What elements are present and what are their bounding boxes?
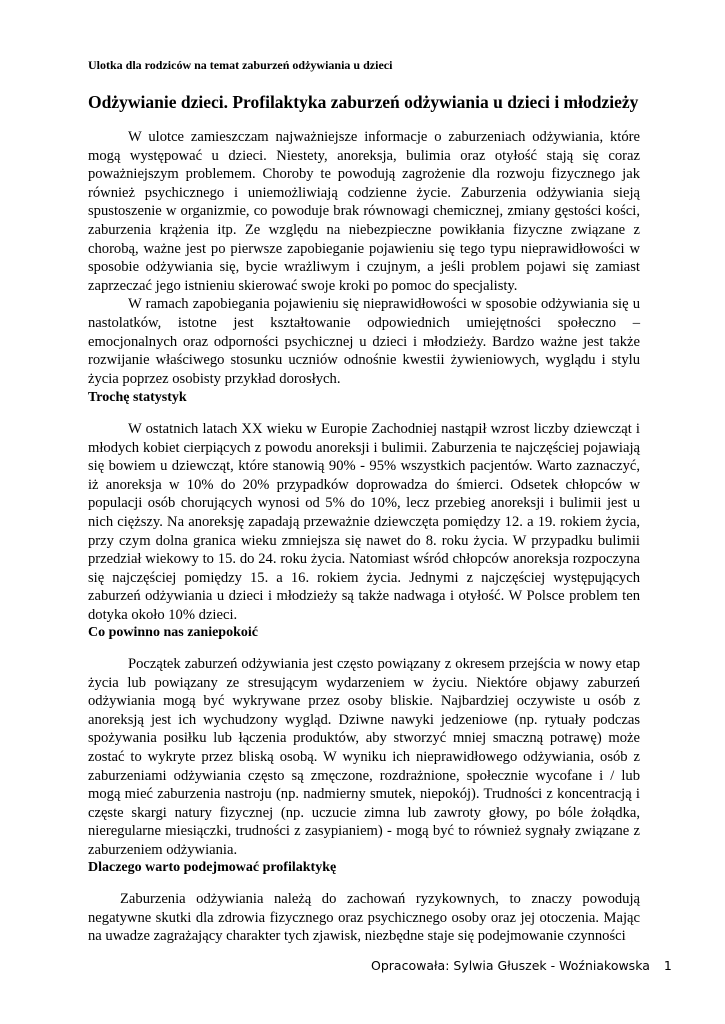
section-heading-warning-signs: Co powinno nas zaniepokoić — [88, 625, 258, 640]
warning-signs-paragraph: Początek zaburzeń odżywiania jest często powiązany z okresem przejścia w nowy etap życia lub powiązany ze stresującym wydarzeniem w życiu. Niektóre objawy zaburzeń odżywiania mogą być wykrywane przez osoby bliskie. Najbardziej oczywiste u osób z anoreksją jest ich wychudzony wygląd. Dziwne nawyki jedzeniowe (np. rytuały podczas spożywania posiłku lub łączenia produktów, aby stworzyć mniej smaczną potrawę) może zostać to wykryte przez bliską osobą. W wyniku ich nieprawidłowego odżywiania, osób z zaburzeniami odżywiania często są zmęczone, rozdrażnione, społecznie wycofane i / lub mogą mieć zaburzenia nastroju (np. nadmierny smutek, niepokój). Trudności z koncentracją i częste skargi natury fizycznej (np. uczucie zimna lub zawroty głowy, po bóle żołądka, nieregularne miesiączki, trudności z zasypianiem) - mogą być to również sygnały związane z zaburzeniem odżywiania. — [88, 656, 640, 858]
section-warning-signs — [88, 655, 640, 860]
leaflet-header: Ulotka dla rodziców na temat zaburzeń odżywiania u dzieci — [88, 58, 393, 72]
footer-author: Opracowała: Sylwia Głuszek - Woźniakowska — [371, 958, 650, 973]
intro-paragraph-1: W ulotce zamieszczam najważniejsze informacje o zaburzeniach odżywiania, które mogą występować u dzieci. Niestety, anoreksja, bulimia oraz otyłość stają się coraz poważniejszym problemem. Choroby te powodują zagrożenie dla rozwoju fizycznego jak również psychicznego i uniemożliwiają codzienne życie. Zaburzenia odżywiania sieją spustoszenie w organizmie, co powoduje brak równowagi chemicznej, zmiany gęstości kości, zaburzenia krążenia itp. Ze względu na niebezpieczne powikłania fizyczne związane z chorobą, ważne jest po pierwsze zapobieganie pojawieniu się tego typu nieprawidłowości w sposobie odżywiania się, bycie wrażliwym i czujnym, a jeśli problem pojawi się zamiast zaprzeczać jego istnieniu skierować swoje kroki po pomoc do specjalisty. — [88, 129, 640, 294]
section-statistics — [88, 420, 640, 625]
section-heading-prevention: Dlaczego warto podejmować profilaktykę — [88, 860, 337, 875]
prevention-paragraph: Zaburzenia odżywiania należą do zachowań ryzykownych, to znaczy powodują negatywne skutki dla zdrowia fizycznego oraz psychicznego osoby oraz jej otoczenia. Mając na uwadze zagrażający charakter tych zjawisk, niezbędne staje się podejmowanie czynności — [88, 891, 640, 945]
statistics-paragraph: W ostatnich latach XX wieku w Europie Zachodniej nastąpił wzrost liczby dziewcząt i młodych kobiet cierpiących z powodu anoreksji i bulimii. Zaburzenia te najczęściej pojawiają się bowiem u dziewcząt, które stanowią 90% - 95% wszystkich pacjentów. Warto zaznaczyć, iż anoreksja w 10% do 20% przypadków doprowadza do śmierci. Odsetek chłopców w populacji osób chorujących wynosi od 5% do 10%, lecz przebieg anoreksji i bulimii jest u nich cięższy. Na anoreksję zapadają przeważnie dziewczęta pomiędzy 12. a 19. rokiem życia, przy czym dolna granica wieku zmniejsza się nawet do 8. roku życia. W przypadku bulimii przedział wiekowy to 15. do 24. roku życia. Natomiast wśród chłopców anoreksja rozpoczyna się najczęściej pomiędzy 15. a 16. rokiem życia. Jednymi z najczęściej występujących zaburzeń odżywiania u dzieci i młodzieży są także nadwaga i otyłość. W Polsce problem ten dotyka około 10% dzieci. — [88, 421, 640, 623]
page-title: Odżywianie dzieci. Profilaktyka zaburzeń odżywiania u dzieci i młodzieży — [88, 92, 639, 112]
page-number: 1 — [663, 958, 672, 973]
section-prevention — [88, 890, 640, 946]
intro-paragraph-2: W ramach zapobiegania pojawieniu się nieprawidłowości w sposobie odżywiania się u nastolatków, istotne jest kształtowanie odpowiednich umiejętności społeczno – emocjonalnych oraz odporności psychicznej u dzieci i młodzieży. Bardzo ważne jest także rozwijanie właściwego stosunku uczniów odnośnie kwestii żywieniowych, wyglądu i stylu życia poprzez osobisty przykład dorosłych. — [88, 296, 640, 387]
intro-section — [88, 128, 640, 388]
page-footer — [371, 958, 672, 973]
section-heading-statistics: Trochę statystyk — [88, 390, 187, 405]
